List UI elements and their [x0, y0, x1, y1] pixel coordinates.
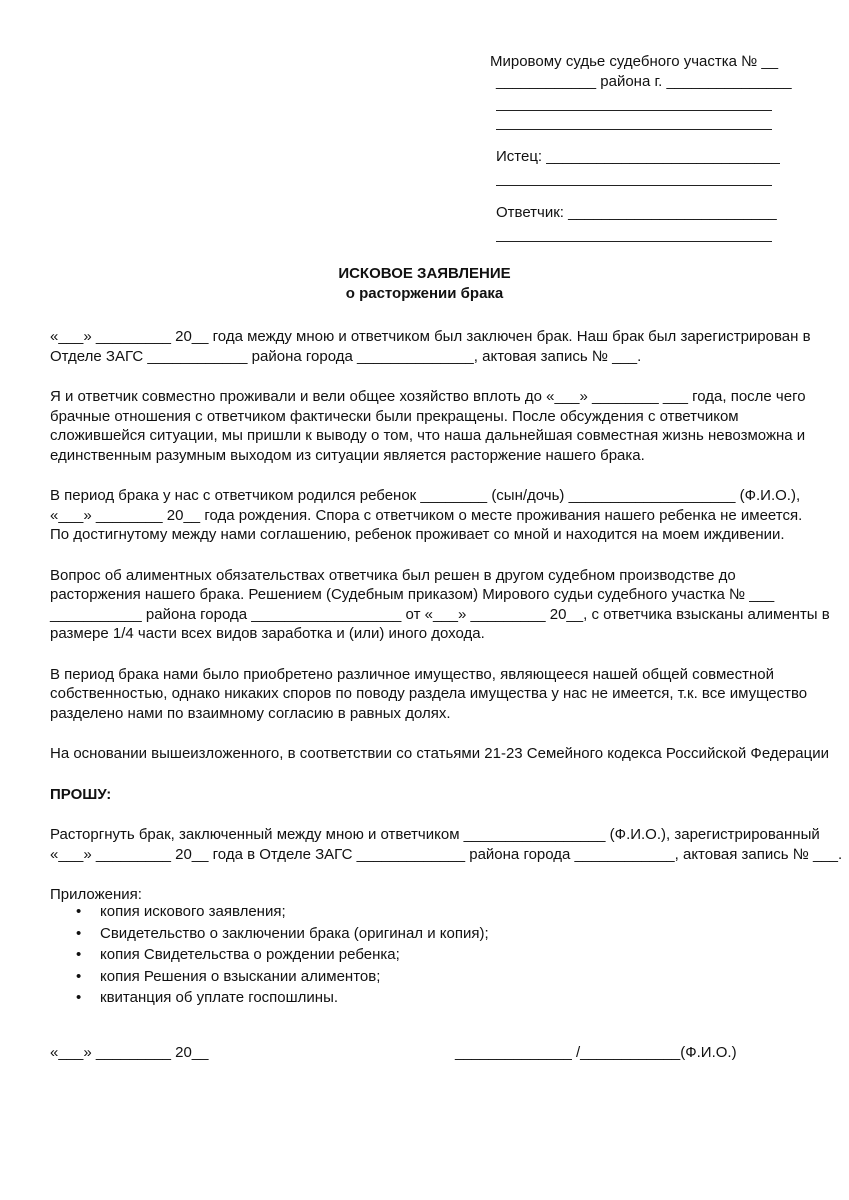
signature-line: ______________ /____________(Ф.И.О.): [455, 1044, 737, 1061]
attachments-list: [76, 902, 489, 1010]
paragraph-line: единственным разумным выходом из ситуации является расторжение нашего брака.: [50, 446, 645, 464]
paragraph-property: [50, 665, 810, 724]
paragraph-line: расторжения нашего брака. Решением (Судебным приказом) Мирового судьи судебного участка № ___: [50, 586, 775, 603]
addressee-blank-line: [496, 91, 772, 111]
attachment-text: Свидетельство о заключении брака (оригинал и копия);: [100, 924, 489, 942]
signature-date: «___» _________ 20__: [50, 1044, 209, 1061]
paragraph-line: В период брака у нас с ответчиком родился ребенок ________ (сын/дочь) ____________________ (Ф.И.О.),: [50, 487, 801, 504]
paragraph-line: В период брака нами было приобретено различное имущество, являющееся нашей общей совместной: [50, 665, 774, 683]
paragraph-line: «___» _________ 20__ года в Отделе ЗАГС _____________ района города ____________, актовая запись № ___.: [50, 845, 843, 863]
defendant-line: Ответчик: _________________________: [496, 204, 777, 221]
list-item: [76, 945, 489, 967]
bullet-icon: •: [76, 903, 82, 920]
bullet-icon: •: [76, 946, 82, 963]
paragraph-request: [50, 825, 843, 864]
attachment-text: копия Решения о взыскании алиментов;: [100, 967, 381, 985]
attachments-label: Приложения:: [50, 886, 142, 903]
paragraph-line: «___» _________ 20__ года между мною и ответчиком был заключен брак. Наш брак был зарегистрирован в: [50, 328, 811, 345]
paragraph-line: Расторгнуть брак, заключенный между мною и ответчиком _________________ (Ф.И.О.), зарегистрированный: [50, 826, 820, 843]
list-item: [76, 988, 489, 1010]
paragraph-line: Я и ответчик совместно проживали и вели общее хозяйство вплоть до «___» ________ ___ года, после чего: [50, 388, 806, 405]
document-title: ИСКОВОЕ ЗАЯВЛЕНИЕ: [338, 265, 511, 282]
paragraph-line: «___» ________ 20__ года рождения. Спора с ответчиком о месте проживания нашего ребенка не имеется.: [50, 506, 803, 524]
paragraph-marriage: [50, 327, 810, 366]
paragraph-legal-basis: На основании вышеизложенного, в соответствии со статьями 21-23 Семейного кодекса Российской Федерации: [50, 745, 829, 762]
bullet-icon: •: [76, 924, 82, 942]
plaintiff-blank-line: [496, 167, 772, 187]
plaintiff-line: Истец: ____________________________: [496, 148, 780, 165]
attachment-text: копия Свидетельства о рождении ребенка;: [100, 946, 400, 963]
paragraph-line: брачные отношения с ответчиком фактически были прекращены. После обсуждения с ответчиком: [50, 407, 739, 425]
bullet-icon: •: [76, 967, 82, 985]
paragraph-alimony: [50, 566, 830, 644]
addressee-line-2: ____________ района г. _______________: [496, 72, 792, 90]
paragraph-line: сложившейся ситуации, мы пришли к выводу о том, что наша дальнейшая совместная жизнь невозможна и: [50, 427, 806, 444]
attachment-text: копия искового заявления;: [100, 903, 286, 920]
paragraph-line: собственностью, однако никаких споров по поводу раздела имущества у нас не имеется, т.к. все имущество: [50, 685, 808, 702]
bullet-icon: •: [76, 989, 82, 1006]
paragraph-child: [50, 486, 810, 545]
addressee-line-1: Мировому судье судебного участка № __: [490, 53, 779, 70]
addressee-block: [490, 52, 792, 242]
document-subtitle: о расторжении брака: [345, 285, 504, 302]
paragraph-line: размере 1/4 части всех видов заработка и (или) иного дохода.: [50, 625, 485, 642]
request-heading: ПРОШУ:: [50, 785, 112, 803]
paragraph-line: разделено нами по взаимному согласию в равных долях.: [50, 704, 451, 722]
list-item: [76, 902, 489, 924]
paragraph-line: По достигнутому между нами соглашению, ребенок проживает со мной и находится на моем иждивении.: [50, 526, 785, 543]
document-body: [50, 327, 843, 905]
list-item: [76, 924, 489, 946]
paragraph-line: Отделе ЗАГС ____________ района города ______________, актовая запись № ___.: [50, 347, 642, 365]
defendant-blank-line: [496, 223, 772, 243]
paragraph-cohabitation: [50, 387, 810, 465]
paragraph-line: Вопрос об алиментных обязательствах ответчика был решен в другом судебном производстве до: [50, 566, 736, 584]
list-item: [76, 967, 489, 989]
attachment-text: квитанция об уплате госпошлины.: [100, 989, 339, 1006]
addressee-blank-line: [496, 111, 772, 131]
paragraph-line: ___________ района города __________________ от «___» _________ 20__, с ответчика взысканы алименты в: [50, 605, 830, 623]
